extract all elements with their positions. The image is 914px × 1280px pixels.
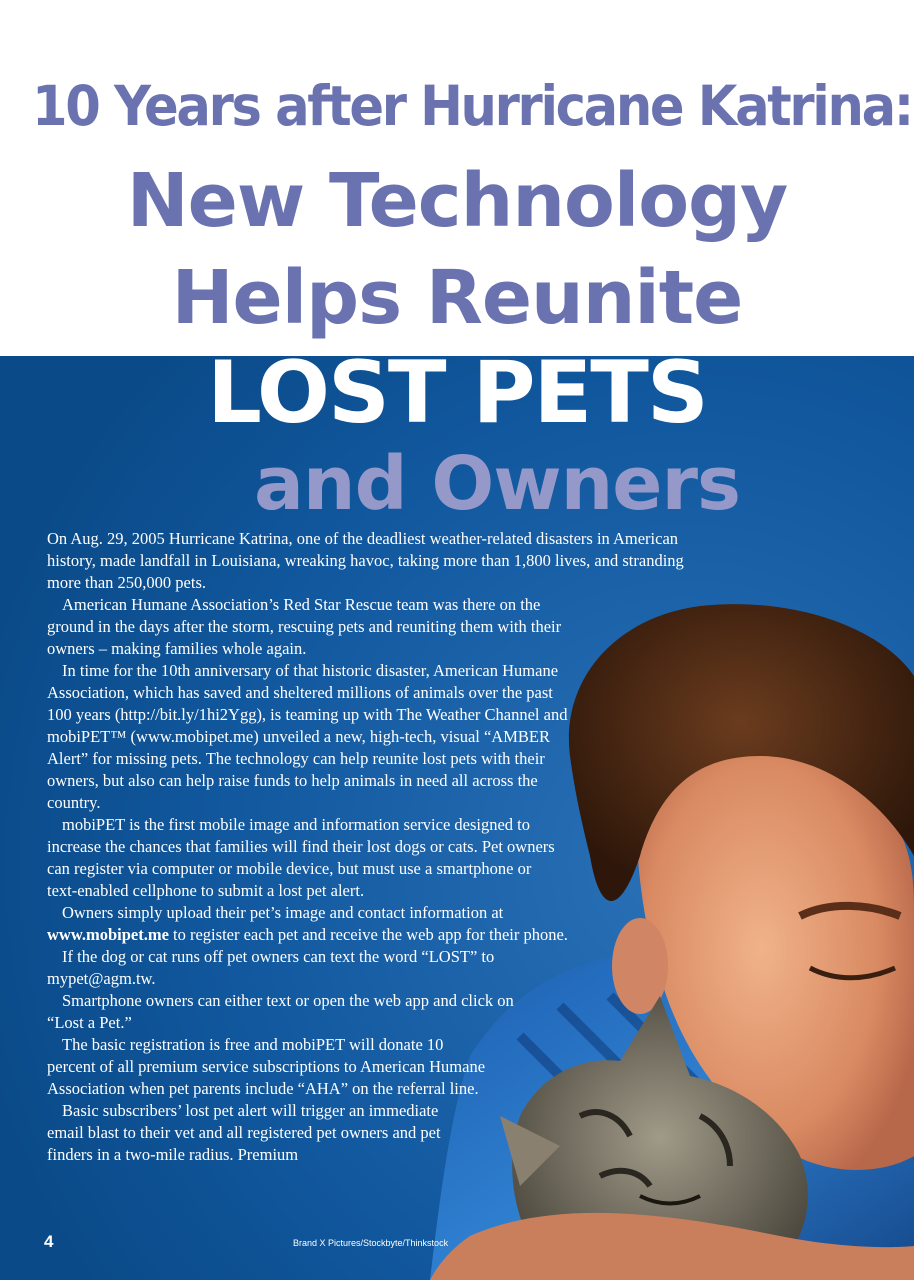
paragraph-6: If the dog or cat runs off pet owners can text the word “LOST” to mypet@agm.tw.	[47, 947, 495, 988]
paragraph-4: mobiPET is the first mobile image and information service designed to increase the chances that families will find their lost dogs or cats. Pet owners can register via computer or mobile device, but must use a smartphone or text-enabled cellphone to submit a lost pet alert.	[47, 815, 555, 900]
page-number: 4	[44, 1232, 54, 1251]
paragraph-9: Basic subscribers’ lost pet alert will trigger an immediate email blast to their vet and all registered pet owners and pet finders in a two-mile radius. Premium	[47, 1101, 441, 1164]
headline-line-5: and Owners	[253, 441, 741, 527]
paragraph-5-text-start: Owners simply upload their pet’s image and contact information at	[62, 903, 504, 922]
headline-line-4: LOST PETS	[207, 343, 707, 443]
paragraph-5-text-end: to register each pet and receive the web app for their phone.	[168, 925, 568, 944]
paragraph-2: American Humane Association’s Red Star Rescue team was there on the ground in the days after the storm, rescuing pets and reuniting them with their owners – making families whole again.	[47, 595, 562, 658]
photo-credit: Brand X Pictures/Stockbyte/Thinkstock	[293, 1238, 449, 1248]
paragraph-8: The basic registration is free and mobiPET will donate 10 percent of all premium service subscriptions to American Humane Association when pet parents include “AHA” on the referral line.	[47, 1035, 486, 1098]
headline-line-3: Helps Reunite	[171, 255, 743, 341]
paragraph-7: Smartphone owners can either text or open the web app and click on “Lost a Pet.”	[47, 991, 514, 1032]
headline-line-2: New Technology	[126, 158, 788, 244]
article-body	[47, 528, 727, 1166]
mobipet-link[interactable]: www.mobipet.me	[47, 925, 169, 944]
paragraph-3: In time for the 10th anniversary of that historic disaster, American Humane Association, which has saved and sheltered millions of animals over the past 100 years (http://bit.ly/1hi2Ygg), is teaming up with The Weather Channel and mobiPET™ (www.mobipet.me) unveiled a new, high-tech, visual “AMBER Alert” for missing pets. The technology can help reunite lost pets with their owners, but also can help raise funds to help animals in need all across the country.	[47, 661, 568, 812]
paragraph-5	[47, 902, 622, 946]
headline-line-1: 10 Years after Hurricane Katrina:	[31, 74, 912, 138]
paragraph-1: On Aug. 29, 2005 Hurricane Katrina, one of the deadliest weather-related disasters in American history, made landfall in Louisiana, wreaking havoc, taking more than 1,800 lives, and stranding more than 250,000 pets.	[47, 529, 684, 592]
